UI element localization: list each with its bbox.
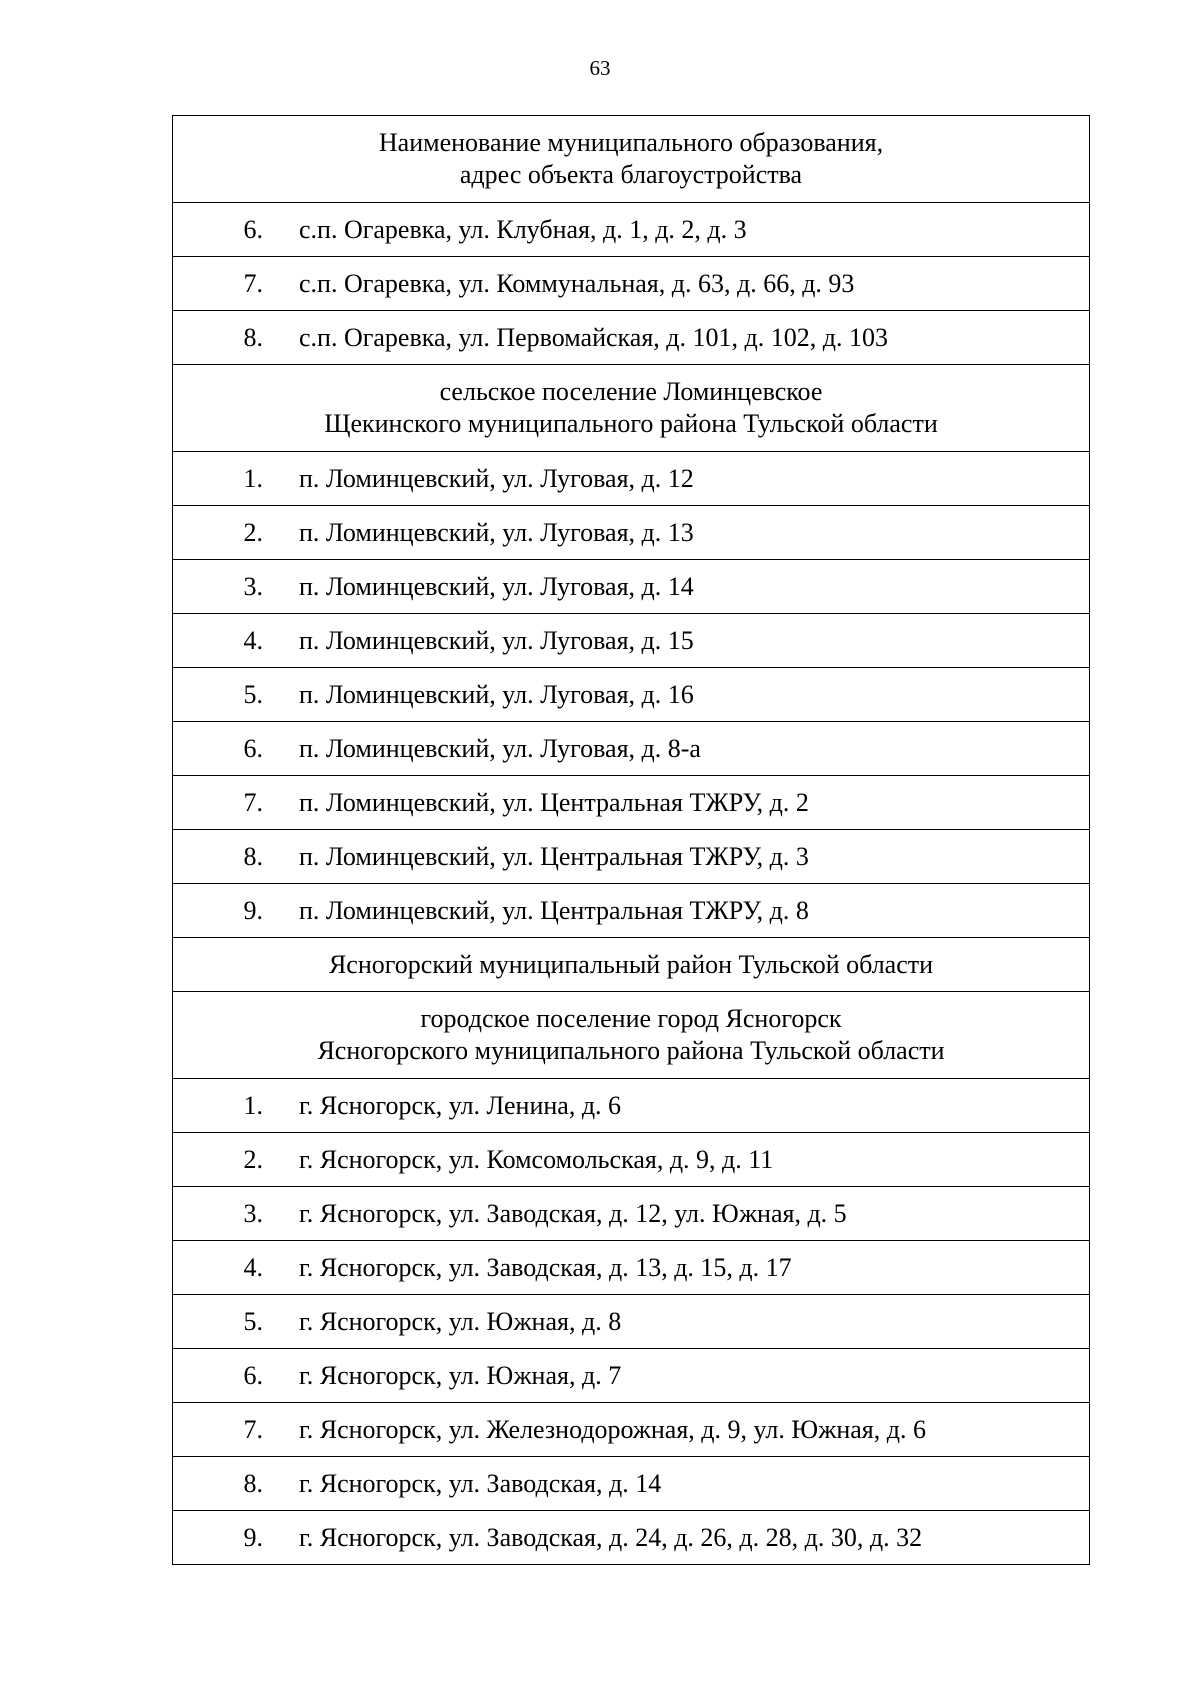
row-address: с.п. Огаревка, ул. Первомайская, д. 101, д. 102, д. 103 [299,322,888,352]
row-number: 8. [243,322,263,352]
row-address: г. Ясногорск, ул. Заводская, д. 14 [299,1468,662,1498]
row-address: п. Ломинцевский, ул. Луговая, д. 12 [299,463,694,493]
table-row [173,1079,1090,1133]
table-cell [173,560,1090,614]
row-number: 5. [243,679,263,709]
table-row [173,257,1090,311]
table-cell [173,452,1090,506]
section-title-row [173,365,1090,452]
section-title-line-1: городское поселение город Ясногорск [420,1004,842,1033]
table-cell [173,1457,1090,1511]
table-row [173,1403,1090,1457]
table-cell [173,830,1090,884]
row-address: г. Ясногорск, ул. Заводская, д. 24, д. 26, д. 28, д. 30, д. 32 [299,1522,923,1552]
row-number: 4. [243,1252,263,1282]
row-address: г. Ясногорск, ул. Южная, д. 7 [299,1360,622,1390]
table-row [173,311,1090,365]
table-cell [173,1403,1090,1457]
table-row [173,1187,1090,1241]
table-cell [173,257,1090,311]
table-row [173,722,1090,776]
row-number: 1. [243,1090,263,1120]
row-address: п. Ломинцевский, ул. Луговая, д. 13 [299,517,694,547]
row-address: п. Ломинцевский, ул. Центральная ТЖРУ, д. 3 [299,841,809,871]
row-number: 8. [243,841,263,871]
address-table [172,115,1090,1565]
row-address: г. Ясногорск, ул. Ленина, д. 6 [299,1090,622,1120]
district-title-row [173,938,1090,992]
row-number: 6. [243,214,263,244]
row-number: 2. [243,1144,263,1174]
table-cell [173,1187,1090,1241]
row-number: 4. [243,625,263,655]
table-row [173,668,1090,722]
table-row [173,1457,1090,1511]
table-cell [173,1079,1090,1133]
row-number: 7. [243,1414,263,1444]
row-address: п. Ломинцевский, ул. Луговая, д. 16 [299,679,694,709]
table-cell [173,884,1090,938]
row-number: 1. [243,463,263,493]
row-address: г. Ясногорск, ул. Заводская, д. 12, ул. Южная, д. 5 [299,1198,847,1228]
section-title-cell [173,992,1090,1079]
table-row [173,1133,1090,1187]
table-cell [173,614,1090,668]
table-row [173,830,1090,884]
row-number: 6. [243,733,263,763]
row-number: 8. [243,1468,263,1498]
row-address: п. Ломинцевский, ул. Луговая, д. 14 [299,571,694,601]
row-number: 7. [243,268,263,298]
table-cell [173,1511,1090,1565]
table-row [173,452,1090,506]
row-address: п. Ломинцевский, ул. Центральная ТЖРУ, д. 8 [299,895,809,925]
table-cell [173,1241,1090,1295]
table-row [173,1295,1090,1349]
table-row [173,614,1090,668]
row-address: г. Ясногорск, ул. Комсомольская, д. 9, д. 11 [299,1144,774,1174]
row-address: г. Ясногорск, ул. Железнодорожная, д. 9, ул. Южная, д. 6 [299,1414,926,1444]
table-cell [173,506,1090,560]
row-address: п. Ломинцевский, ул. Луговая, д. 15 [299,625,694,655]
header-line-2: адрес объекта благоустройства [459,160,803,189]
table-cell [173,203,1090,257]
page-number: 63 [589,56,611,80]
section-title-row [173,992,1090,1079]
header-line-1: Наименование муниципального образования, [378,128,884,157]
row-address: п. Ломинцевский, ул. Центральная ТЖРУ, д. 2 [299,787,809,817]
table-row [173,1241,1090,1295]
table-row [173,1511,1090,1565]
table-cell [173,1349,1090,1403]
row-address: г. Ясногорск, ул. Южная, д. 8 [299,1306,622,1336]
table-row [173,776,1090,830]
row-number: 9. [243,1522,263,1552]
table-row [173,560,1090,614]
section-title-line-1: сельское поселение Ломинцевское [439,377,823,406]
table-header-cell [173,116,1090,203]
section-title-line-2: Ясногорского муниципального района Тульской области [317,1036,945,1065]
row-number: 9. [243,895,263,925]
table-row [173,1349,1090,1403]
table-cell [173,668,1090,722]
row-number: 5. [243,1306,263,1336]
table-cell [173,1133,1090,1187]
row-number: 6. [243,1360,263,1390]
row-address: с.п. Огаревка, ул. Клубная, д. 1, д. 2, д. 3 [299,214,747,244]
table-cell [173,722,1090,776]
table-row [173,884,1090,938]
section-title-line-2: Щекинского муниципального района Тульской области [324,409,938,438]
row-number: 2. [243,517,263,547]
row-number: 7. [243,787,263,817]
table-row [173,203,1090,257]
table-cell [173,311,1090,365]
row-address: с.п. Огаревка, ул. Коммунальная, д. 63, д. 66, д. 93 [299,268,855,298]
row-number: 3. [243,1198,263,1228]
row-address: г. Ясногорск, ул. Заводская, д. 13, д. 15, д. 17 [299,1252,792,1282]
table-cell [173,1295,1090,1349]
row-address: п. Ломинцевский, ул. Луговая, д. 8-а [299,733,701,763]
table-row [173,506,1090,560]
section-title-cell [173,365,1090,452]
row-number: 3. [243,571,263,601]
table-cell [173,776,1090,830]
table-header-row [173,116,1090,203]
district-title-cell: Ясногорский муниципальный район Тульской области [173,938,1090,992]
